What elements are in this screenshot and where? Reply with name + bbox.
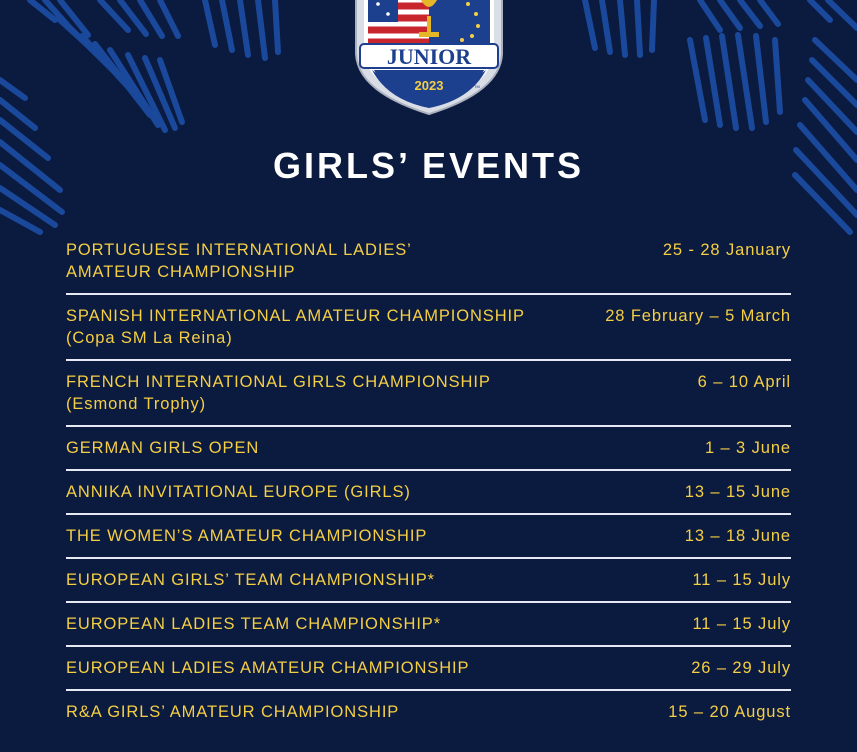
event-date: 25 - 28 January xyxy=(662,241,791,259)
event-name: THE WOMEN’S AMATEUR CHAMPIONSHIP xyxy=(66,527,428,545)
logo-year-text: 2023 xyxy=(414,78,444,93)
event-name: EUROPEAN GIRLS’ TEAM CHAMPIONSHIP* xyxy=(66,571,435,589)
event-date: 1 – 3 June xyxy=(704,439,791,457)
event-row xyxy=(66,515,791,559)
event-date: 11 – 15 July xyxy=(692,571,791,589)
event-name: FRENCH INTERNATIONAL GIRLS CHAMPIONSHIP (Esmond Trophy) xyxy=(66,373,491,413)
event-row xyxy=(66,427,791,471)
event-row xyxy=(66,691,791,733)
events-list xyxy=(66,238,791,733)
ryder-cup-junior-logo xyxy=(350,0,508,116)
event-row xyxy=(66,647,791,691)
event-name: ANNIKA INVITATIONAL EUROPE (GIRLS) xyxy=(66,483,411,501)
event-date: 13 – 18 June xyxy=(684,527,791,545)
event-name: EUROPEAN LADIES TEAM CHAMPIONSHIP* xyxy=(66,615,442,633)
event-name: EUROPEAN LADIES AMATEUR CHAMPIONSHIP xyxy=(66,659,470,677)
event-date: 6 – 10 April xyxy=(697,373,791,391)
page-title: GIRLS’ EVENTS xyxy=(272,145,585,186)
event-row xyxy=(66,295,791,361)
event-row xyxy=(66,559,791,603)
event-row xyxy=(66,471,791,515)
event-date: 11 – 15 July xyxy=(692,615,791,633)
event-name: PORTUGUESE INTERNATIONAL LADIES’ AMATEUR CHAMPIONSHIP xyxy=(66,241,412,281)
event-row xyxy=(66,361,791,427)
logo-junior-text: JUNIOR xyxy=(386,44,472,69)
event-date: 28 February – 5 March xyxy=(605,307,791,325)
event-date: 26 – 29 July xyxy=(691,659,791,677)
event-row xyxy=(66,238,791,295)
logo-trademark: TM xyxy=(474,84,480,89)
event-name: R&A GIRLS’ AMATEUR CHAMPIONSHIP xyxy=(66,703,400,721)
event-name: GERMAN GIRLS OPEN xyxy=(66,439,260,457)
event-date: 13 – 15 June xyxy=(684,483,791,501)
event-date: 15 – 20 August xyxy=(668,703,791,721)
event-row xyxy=(66,603,791,647)
event-name: SPANISH INTERNATIONAL AMATEUR CHAMPIONSHIP (Copa SM La Reina) xyxy=(66,307,525,347)
